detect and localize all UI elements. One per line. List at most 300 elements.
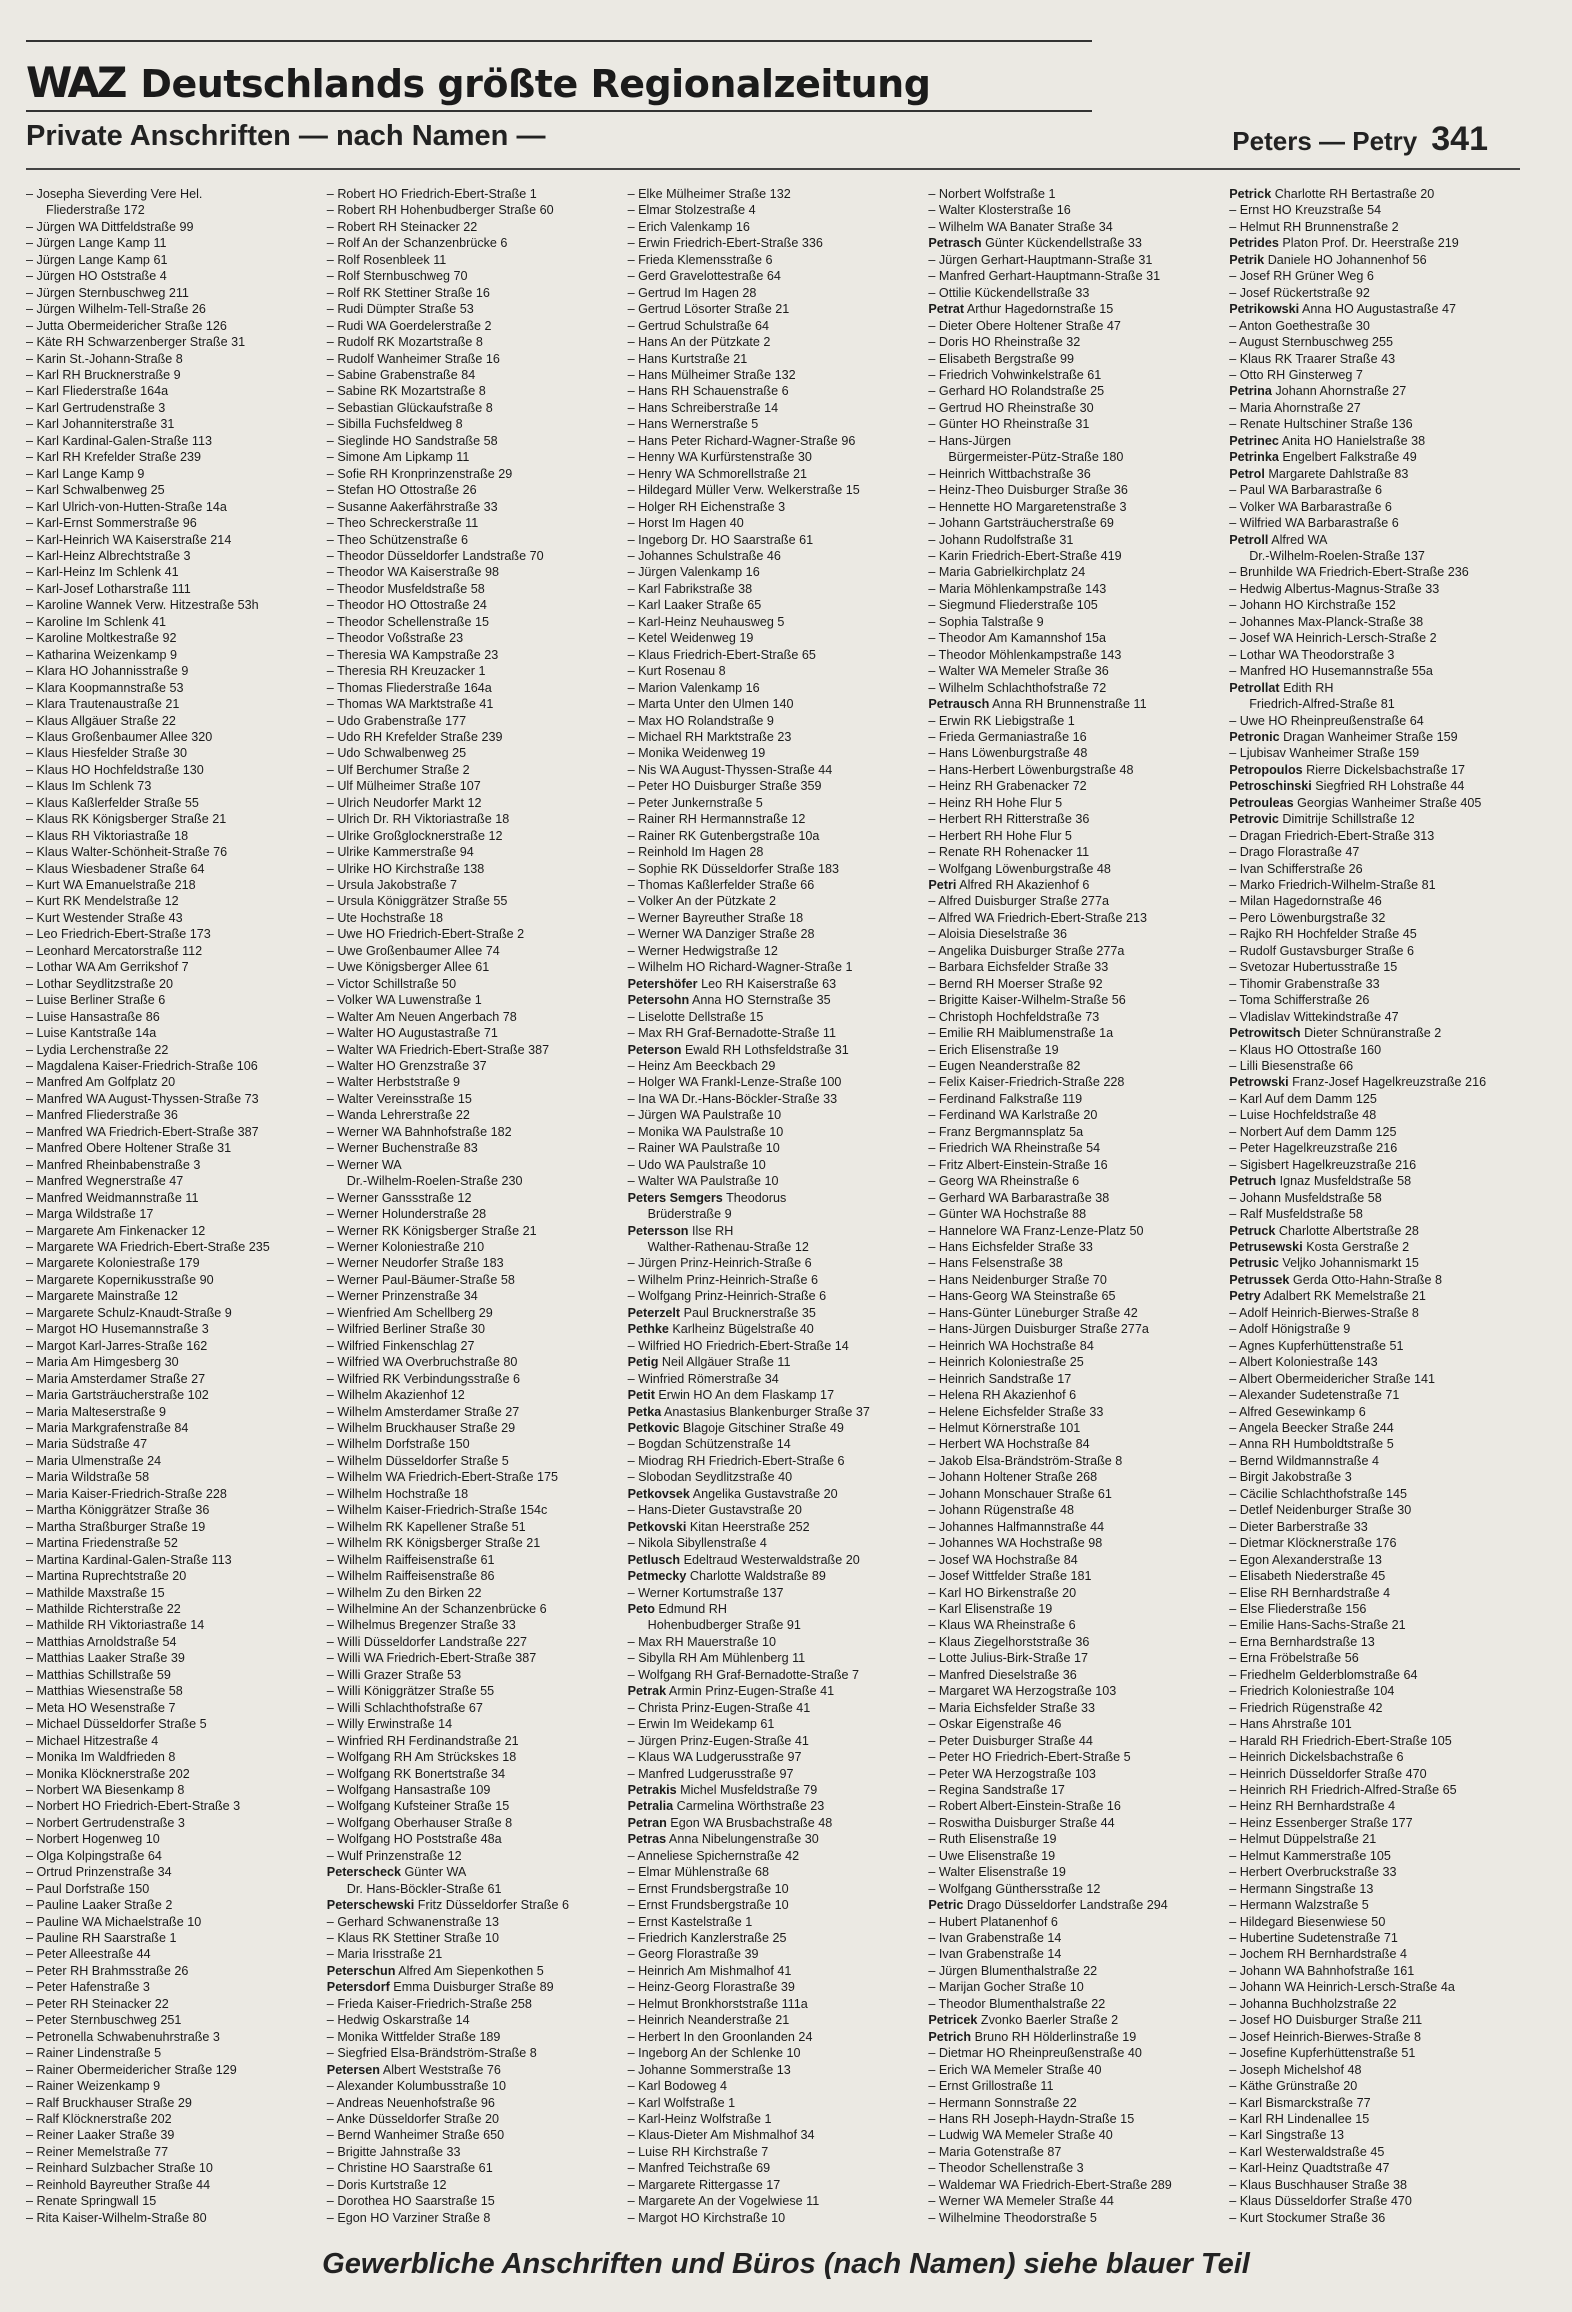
directory-entry: – Aloisia Dieselstraße 36 (928, 926, 1219, 942)
directory-entry: – Rolf Sternbuschweg 70 (327, 268, 618, 284)
directory-entry: – Jürgen Blumenthalstraße 22 (928, 1963, 1219, 1979)
directory-entry: – Dragan Friedrich-Ebert-Straße 313 (1229, 828, 1520, 844)
directory-entry: – Liselotte Dellstraße 15 (628, 1009, 919, 1025)
surname-entry: Peterzelt Paul Brucknerstraße 35 (627, 1305, 816, 1320)
directory-entry: – Eugen Neanderstraße 82 (928, 1058, 1219, 1074)
directory-entry: – Wilhelm Hochstraße 18 (327, 1486, 618, 1502)
directory-entry: – Jochem RH Bernhardstraße 4 (1229, 1946, 1520, 1962)
waz-logo: WAZ (26, 58, 125, 107)
directory-entry: – Theresia RH Kreuzacker 1 (327, 663, 618, 679)
directory-entry: – Karl RH Brucknerstraße 9 (26, 367, 317, 383)
directory-entry: – Hans Löwenburgstraße 48 (928, 745, 1219, 761)
directory-entry: – Gertrud Lösorter Straße 21 (628, 301, 919, 317)
directory-entry: – Frieda Germaniastraße 16 (928, 729, 1219, 745)
directory-entry: – Mathilde RH Viktoriastraße 14 (26, 1617, 317, 1633)
directory-entry: – Theodor Möhlenkampstraße 143 (928, 647, 1219, 663)
surname-entry: Petersdorf Emma Duisburger Straße 89 (326, 1980, 554, 1995)
directory-entry: – Paul WA Barbarastraße 6 (1229, 482, 1520, 498)
directory-entry: – Theodor Schellenstraße 3 (928, 2160, 1219, 2176)
directory-entry: – Frieda Klemensstraße 6 (628, 252, 919, 268)
directory-entry: – Wolfgang HO Poststraße 48a (327, 1831, 618, 1847)
directory-entry: – Volker WA Barbarastraße 6 (1229, 499, 1520, 515)
directory-entry: – Manfred Weidmannstraße 11 (26, 1190, 317, 1206)
directory-entry: – Ketel Weidenweg 19 (628, 630, 919, 646)
directory-entry: – Robert HO Friedrich-Ebert-Straße 1 (327, 186, 618, 202)
directory-entry: – Hans Schreiberstraße 14 (628, 400, 919, 416)
directory-entry: – Georg WA Rheinstraße 6 (928, 1173, 1219, 1189)
directory-entry: – Uwe HO Rheinpreußenstraße 64 (1229, 713, 1520, 729)
directory-column-2 (326, 186, 618, 2225)
directory-entry: – Wilhelmine Theodorstraße 5 (928, 2210, 1219, 2226)
directory-entry: – Werner Koloniestraße 210 (327, 1239, 618, 1255)
directory-entry: – Ulrich Dr. RH Viktoriastraße 18 (327, 811, 618, 827)
directory-entry: – Bernd Wildmannstraße 4 (1229, 1453, 1520, 1469)
directory-entry: – Wilhelm WA Friedrich-Ebert-Straße 175 (327, 1469, 618, 1485)
surname-entry: Petronic Dragan Wanheimer Straße 159 (1229, 729, 1458, 744)
directory-entry: – Norbert Gertrudenstraße 3 (26, 1815, 317, 1831)
directory-entry: – Wolfgang RH Graf-Bernadotte-Straße 7 (628, 1667, 919, 1683)
surname-entry: Petrina Johann Ahornstraße 27 (1229, 384, 1407, 399)
directory-entry: – Karl Fliederstraße 164a (26, 383, 317, 399)
directory-entry: – Hans-Jürgen (928, 433, 1219, 449)
directory-entry: – Hermann Walzstraße 5 (1229, 1897, 1520, 1913)
directory-entry: – Matthias Schillstraße 59 (26, 1667, 317, 1683)
surname-entry: Petras Anna Nibelungenstraße 30 (627, 1832, 819, 1847)
directory-entry: – Herbert RH Hohe Flur 5 (928, 828, 1219, 844)
surname-entry: Petlusch Edeltraud Westerwaldstraße 20 (627, 1552, 860, 1567)
directory-entry: – Reiner Memelstraße 77 (26, 2144, 317, 2160)
directory-entry: – Karoline Moltkestraße 92 (26, 630, 317, 646)
directory-entry: – Peter Sternbuschweg 251 (26, 2012, 317, 2028)
directory-entry: – Ulf Berchumer Straße 2 (327, 762, 618, 778)
directory-entry: – Erwin Im Weidekamp 61 (628, 1716, 919, 1732)
directory-entry: – Helmut RH Brunnenstraße 2 (1229, 219, 1520, 235)
surname-entry: Petersen Albert Weststraße 76 (326, 2062, 501, 2077)
directory-entry: – Detlef Neidenburger Straße 30 (1229, 1502, 1520, 1518)
directory-entry: – Ivan Grabenstraße 14 (928, 1930, 1219, 1946)
directory-entry: – Rudolf Wanheimer Straße 16 (327, 351, 618, 367)
directory-entry: – Karl Schwalbenweg 25 (26, 482, 317, 498)
directory-entry: – Klaus RH Viktoriastraße 18 (26, 828, 317, 844)
directory-entry: – Rita Kaiser-Wilhelm-Straße 80 (26, 2210, 317, 2226)
surname-entry: Peters Semgers Theodorus (627, 1190, 787, 1205)
directory-entry: – Wilfried HO Friedrich-Ebert-Straße 14 (628, 1338, 919, 1354)
directory-entry: – Karl-Josef Lotharstraße 111 (26, 581, 317, 597)
directory-entry: – Heinrich Dickelsbachstraße 6 (1229, 1749, 1520, 1765)
directory-entry: – Marta Unter den Ulmen 140 (628, 696, 919, 712)
directory-entry: – Anna RH Humboldtstraße 5 (1229, 1436, 1520, 1452)
directory-entry: – Margarete Schulz-Knaudt-Straße 9 (26, 1305, 317, 1321)
directory-entry: – Elmar Mühlenstraße 68 (628, 1864, 919, 1880)
directory-entry: – Jürgen Sternbuschweg 211 (26, 285, 317, 301)
directory-entry: – Volker An der Pützkate 2 (628, 893, 919, 909)
directory-entry: – Margarete Kopernikusstraße 90 (26, 1272, 317, 1288)
entry-continuation: Friedrich-Alfred-Straße 81 (1249, 697, 1395, 712)
directory-entry: – Sigisbert Hagelkreuzstraße 216 (1229, 1157, 1520, 1173)
directory-entry: – Johann Rudolfstraße 31 (928, 532, 1219, 548)
directory-entry: – Manfred Obere Holtener Straße 31 (26, 1140, 317, 1156)
directory-entry: – Ingeborg Dr. HO Saarstraße 61 (628, 532, 919, 548)
directory-entry: – Uwe Großenbaumer Allee 74 (327, 943, 618, 959)
directory-entry: – Heinrich Koloniestraße 25 (928, 1354, 1219, 1370)
directory-entry: – Lothar WA Am Gerrikshof 7 (26, 959, 317, 975)
directory-entry: – Johanne Sommerstraße 13 (628, 2062, 919, 2078)
directory-entry: – Walter WA Paulstraße 10 (628, 1173, 919, 1189)
directory-entry: – Rainer Weizenkamp 9 (26, 2078, 317, 2094)
directory-entry: – Jürgen Gerhart-Hauptmann-Straße 31 (928, 252, 1219, 268)
surname-entry: Petkovic Blagoje Gitschiner Straße 49 (627, 1420, 844, 1435)
directory-entry: – Wolfgang RK Bonertstraße 34 (327, 1766, 618, 1782)
directory-entry: – Wilhelm RK Königsberger Straße 21 (327, 1535, 618, 1551)
directory-entry: – Manfred Dieselstraße 36 (928, 1667, 1219, 1683)
directory-entry: – Werner Holunderstraße 28 (327, 1206, 618, 1222)
directory-entry: – Elise RH Bernhardstraße 4 (1229, 1585, 1520, 1601)
directory-entry: – Heinrich Sandstraße 17 (928, 1371, 1219, 1387)
directory-entry: – Günter WA Hochstraße 88 (928, 1206, 1219, 1222)
directory-entry: – Johann Gartsträucherstraße 69 (928, 515, 1219, 531)
directory-entry: – Olga Kolpingstraße 64 (26, 1848, 317, 1864)
directory-entry: – Hubert Platanenhof 6 (928, 1914, 1219, 1930)
directory-entry: – Ivan Schifferstraße 26 (1229, 861, 1520, 877)
directory-entry: – Peter Duisburger Straße 44 (928, 1733, 1219, 1749)
directory-entry: – Jürgen WA Paulstraße 10 (628, 1107, 919, 1123)
directory-entry: – Werner Paul-Bäumer-Straße 58 (327, 1272, 618, 1288)
directory-entry: – Manfred Am Golfplatz 20 (26, 1074, 317, 1090)
directory-column-5 (1229, 186, 1520, 2225)
directory-entry: – Wilhelm Raiffeisenstraße 61 (327, 1552, 618, 1568)
directory-entry: – Alfred Duisburger Straße 277a (928, 893, 1219, 909)
directory-entry: – Manfred WA Friedrich-Ebert-Straße 387 (26, 1124, 317, 1140)
directory-entry: – Sibylla RH Am Mühlenberg 11 (628, 1650, 919, 1666)
surname-entry: Petrat Arthur Hagedornstraße 15 (928, 302, 1114, 317)
directory-entry: – Jürgen Valenkamp 16 (628, 564, 919, 580)
directory-entry: – Robert RH Steinacker 22 (327, 219, 618, 235)
directory-entry: – Dieter Obere Holtener Straße 47 (928, 318, 1219, 334)
directory-entry: – Renate Hultschiner Straße 136 (1229, 416, 1520, 432)
directory-entry: – Margarete Koloniestraße 179 (26, 1255, 317, 1271)
directory-entry: – Luise Hansastraße 86 (26, 1009, 317, 1025)
directory-entry: – Henry WA Schmorellstraße 21 (628, 466, 919, 482)
directory-entry: – Josef Rückertstraße 92 (1229, 285, 1520, 301)
directory-entry: – Wilfried RK Verbindungsstraße 6 (327, 1371, 618, 1387)
directory-entry: – Klaus Wiesbadener Straße 64 (26, 861, 317, 877)
directory-entry: – Heinz Essenberger Straße 177 (1229, 1815, 1520, 1831)
top-rule (26, 40, 1092, 42)
directory-entry: – Peter Alleestraße 44 (26, 1946, 317, 1962)
directory-entry: – Werner WA Danziger Straße 28 (628, 926, 919, 942)
directory-entry: – Josefine Kupferhüttenstraße 51 (1229, 2045, 1520, 2061)
directory-entry: – Albert Obermeidericher Straße 141 (1229, 1371, 1520, 1387)
surname-entry: Petrides Platon Prof. Dr. Heerstraße 219 (1229, 236, 1459, 251)
directory-entry: – Wolfgang Kufsteiner Straße 15 (327, 1798, 618, 1814)
directory-entry: – Lilli Biesenstraße 66 (1229, 1058, 1520, 1074)
directory-entry: – Josef WA Hochstraße 84 (928, 1552, 1219, 1568)
directory-column-3 (627, 186, 919, 2225)
surname-entry: Petrak Armin Prinz-Eugen-Straße 41 (627, 1684, 835, 1699)
directory-entry: – Karl Kardinal-Galen-Straße 113 (26, 433, 317, 449)
directory-entry: – Heinz-Georg Florastraße 39 (628, 1979, 919, 1995)
directory-entry: – Ernst Frundsbergstraße 10 (628, 1881, 919, 1897)
directory-entry: – Maria Ahornstraße 27 (1229, 400, 1520, 416)
directory-entry: – Heinz RH Bernhardstraße 4 (1229, 1798, 1520, 1814)
directory-entry: – Birgit Jakobstraße 3 (1229, 1469, 1520, 1485)
directory-entry: – Hans Felsenstraße 38 (928, 1255, 1219, 1271)
surname-entry: Petkovsek Angelika Gustavstraße 20 (627, 1486, 838, 1501)
directory-entry: – Erwin Friedrich-Ebert-Straße 336 (628, 235, 919, 251)
surname-entry: Peterscheck Günter WA (326, 1865, 467, 1880)
directory-entry: – Theodor HO Ottostraße 24 (327, 597, 618, 613)
surname-entry: Peterschewski Fritz Düsseldorfer Straße 6 (326, 1898, 569, 1913)
directory-entry: – Klaus Walter-Schönheit-Straße 76 (26, 844, 317, 860)
directory-entry: – Karl Gertrudenstraße 3 (26, 400, 317, 416)
directory-entry: – Kurt Westender Straße 43 (26, 910, 317, 926)
directory-entry: – Wolfgang Oberhauser Straße 8 (327, 1815, 618, 1831)
directory-entry: – Jürgen HO Oststraße 4 (26, 268, 317, 284)
directory-entry: – Kurt WA Emanuelstraße 218 (26, 877, 317, 893)
directory-entry: – Karl Elisenstraße 19 (928, 1601, 1219, 1617)
directory-entry: – Luise Hochfeldstraße 48 (1229, 1107, 1520, 1123)
directory-entry: – Karoline Wannek Verw. Hitzestraße 53h (26, 597, 317, 613)
surname-entry: Pethke Karlheinz Bügelstraße 40 (627, 1322, 814, 1337)
directory-entry: – Erich Valenkamp 16 (628, 219, 919, 235)
directory-entry: – Wilhelm Dorfstraße 150 (327, 1436, 618, 1452)
directory-entry: – Karl RH Lindenallee 15 (1229, 2111, 1520, 2127)
directory-entry: – Rainer Obermeidericher Straße 129 (26, 2062, 317, 2078)
surname-entry: Petrusic Veljko Johannismarkt 15 (1229, 1256, 1419, 1271)
directory-entry: – Karl Westerwaldstraße 45 (1229, 2144, 1520, 2160)
directory-entry: – Theodor Am Kamannshof 15a (928, 630, 1219, 646)
directory-entry: – Sabine Grabenstraße 84 (327, 367, 618, 383)
directory-entry: – Andreas Neuenhofstraße 96 (327, 2095, 618, 2111)
directory-entry: – Oskar Eigenstraße 46 (928, 1716, 1219, 1732)
directory-entry: – Klaus Ziegelhorststraße 36 (928, 1634, 1219, 1650)
directory-entry: – Karl-Heinz Wolfstraße 1 (628, 2111, 919, 2127)
directory-column-4 (928, 186, 1219, 2225)
directory-entry: – Sibilla Fuchsfeldweg 8 (327, 416, 618, 432)
directory-entry: – Günter HO Rheinstraße 31 (928, 416, 1219, 432)
directory-entry: – Thomas Kaßlerfelder Straße 66 (628, 877, 919, 893)
directory-entry: – Wolfgang Günthersstraße 12 (928, 1881, 1219, 1897)
directory-entry: – Slobodan Seydlitzstraße 40 (628, 1469, 919, 1485)
directory-entry: – Ljubisav Wanheimer Straße 159 (1229, 745, 1520, 761)
directory-entry: – Egon HO Varziner Straße 8 (327, 2210, 618, 2226)
directory-entry: – Johann WA Bahnhofstraße 161 (1229, 1963, 1520, 1979)
directory-entry: – Werner Hedwigstraße 12 (628, 943, 919, 959)
directory-entry: – Ralf Klöcknerstraße 202 (26, 2111, 317, 2127)
directory-entry: – Manfred HO Husemannstraße 55a (1229, 663, 1520, 679)
directory-entry: – Klara Trautenaustraße 21 (26, 696, 317, 712)
directory-entry: – Uwe HO Friedrich-Ebert-Straße 2 (327, 926, 618, 942)
directory-entry: – Karl-Ernst Sommerstraße 96 (26, 515, 317, 531)
directory-entry: – Cäcilie Schlachthofstraße 145 (1229, 1486, 1520, 1502)
directory-entry: – Christa Prinz-Eugen-Straße 41 (628, 1700, 919, 1716)
directory-entry: – Matthias Arnoldstraße 54 (26, 1634, 317, 1650)
directory-entry: – Maria Gartsträucherstraße 102 (26, 1387, 317, 1403)
directory-entry: – Wilfried WA Barbarastraße 6 (1229, 515, 1520, 531)
header-rule (26, 168, 1520, 170)
directory-entry: – Helmut Düppelstraße 21 (1229, 1831, 1520, 1847)
directory-entry: – Willi Schlachthofstraße 67 (327, 1700, 618, 1716)
directory-entry: – Hildegard Biesenwiese 50 (1229, 1914, 1520, 1930)
directory-entry: – Ingeborg An der Schlenke 10 (628, 2045, 919, 2061)
directory-entry: – Paul Dorfstraße 150 (26, 1881, 317, 1897)
directory-entry: – Elisabeth Bergstraße 99 (928, 351, 1219, 367)
directory-entry: – Brigitte Jahnstraße 33 (327, 2144, 618, 2160)
directory-entry: – Christine HO Saarstraße 61 (327, 2160, 618, 2176)
directory-entry: – Holger RH Eichenstraße 3 (628, 499, 919, 515)
directory-entry: – Karl-Heinz Neuhausweg 5 (628, 614, 919, 630)
directory-entry: – Käte RH Schwarzenberger Straße 31 (26, 334, 317, 350)
directory-entry: – Peter Hagelkreuzstraße 216 (1229, 1140, 1520, 1156)
directory-entry: – Hans-Herbert Löwenburgstraße 48 (928, 762, 1219, 778)
surname-entry: Petric Drago Düsseldorfer Landstraße 294 (928, 1898, 1168, 1913)
directory-entry: – Walter HO Grenzstraße 37 (327, 1058, 618, 1074)
directory-entry: – Doris HO Rheinstraße 32 (928, 334, 1219, 350)
directory-entry: – Max RH Mauerstraße 10 (628, 1634, 919, 1650)
directory-entry: – Adolf Hönigstraße 9 (1229, 1321, 1520, 1337)
directory-entry: – Josepha Sieverding Vere Hel. (26, 186, 317, 202)
directory-entry: – Alexander Kolumbusstraße 10 (327, 2078, 618, 2094)
directory-entry: – Wilhelm Kaiser-Friedrich-Straße 154c (327, 1502, 618, 1518)
directory-entry: – Harald RH Friedrich-Ebert-Straße 105 (1229, 1733, 1520, 1749)
surname-entry: Petroschinski Siegfried RH Lohstraße 44 (1229, 779, 1465, 794)
directory-entry: – Miodrag RH Friedrich-Ebert-Straße 6 (628, 1453, 919, 1469)
surname-entry: Petrich Bruno RH Hölderlinstraße 19 (928, 2029, 1137, 2044)
directory-entry: – Johann Monschauer Straße 61 (928, 1486, 1219, 1502)
surname-entry: Petrausch Anna RH Brunnenstraße 11 (928, 697, 1147, 712)
directory-entry: – Herbert Overbruckstraße 33 (1229, 1864, 1520, 1880)
directory-entry: – Wilhelm Prinz-Heinrich-Straße 6 (628, 1272, 919, 1288)
directory-entry: – Jürgen Lange Kamp 61 (26, 252, 317, 268)
directory-entry: – Hans RH Schauenstraße 6 (628, 383, 919, 399)
directory-entry: – Ulrike Großglocknerstraße 12 (327, 828, 618, 844)
directory-entry: – Monika Klöcknerstraße 202 (26, 1766, 317, 1782)
directory-entry: – Ernst Kastelstraße 1 (628, 1914, 919, 1930)
directory-entry: – Klaus RK Königsberger Straße 21 (26, 811, 317, 827)
directory-entry: – Winfried Römerstraße 34 (628, 1371, 919, 1387)
directory-entry: – Walter HO Augustastraße 71 (327, 1025, 618, 1041)
directory-entry: – Monika Wittfelder Straße 189 (327, 2029, 618, 2045)
directory-entry: – Katharina Weizenkamp 9 (26, 647, 317, 663)
surname-entry: Petrik Daniele HO Johannenhof 56 (1229, 252, 1427, 267)
directory-entry: – Gerhard Schwanenstraße 13 (327, 1914, 618, 1930)
directory-entry: – Peter RH Steinacker 22 (26, 1996, 317, 2012)
directory-entry: – Else Fliederstraße 156 (1229, 1601, 1520, 1617)
directory-entry: – Helene Eichsfelder Straße 33 (928, 1404, 1219, 1420)
directory-entry: – Felix Kaiser-Friedrich-Straße 228 (928, 1074, 1219, 1090)
directory-entry: – Maria Markgrafenstraße 84 (26, 1420, 317, 1436)
surname-entry: Peto Edmund RH (627, 1601, 727, 1616)
directory-entry: – Christoph Hochfeldstraße 73 (928, 1009, 1219, 1025)
directory-entry: – Walter Vereinsstraße 15 (327, 1091, 618, 1107)
directory-entry: – Simone Am Lipkamp 11 (327, 449, 618, 465)
directory-entry: – Martha Straßburger Straße 19 (26, 1519, 317, 1535)
directory-entry: – Rajko RH Hochfelder Straße 45 (1229, 926, 1520, 942)
directory-entry: – Barbara Eichsfelder Straße 33 (928, 959, 1219, 975)
surname-entry: Petrinec Anita HO Hanielstraße 38 (1229, 433, 1426, 448)
directory-entry: – Franz Bergmannsplatz 5a (928, 1124, 1219, 1140)
directory-entry: – Horst Im Hagen 40 (628, 515, 919, 531)
directory-entry: – Theodor Blumenthalstraße 22 (928, 1996, 1219, 2012)
surname-entry: Petralia Carmelina Wörthstraße 23 (627, 1799, 825, 1814)
directory-entry: – Heinrich Wittbachstraße 36 (928, 466, 1219, 482)
directory-entry: – Maria Am Himgesberg 30 (26, 1354, 317, 1370)
directory-entry: – Heinrich Düsseldorfer Straße 470 (1229, 1766, 1520, 1782)
directory-entry: – Norbert HO Friedrich-Ebert-Straße 3 (26, 1798, 317, 1814)
directory-entry: – Margot HO Kirchstraße 10 (628, 2210, 919, 2226)
directory-entry: – Fritz Albert-Einstein-Straße 16 (928, 1157, 1219, 1173)
directory-entry: – Monika Weidenweg 19 (628, 745, 919, 761)
directory-entry: – Johann WA Heinrich-Lersch-Straße 4a (1229, 1979, 1520, 1995)
directory-entry: – Wilfried Berliner Straße 30 (327, 1321, 618, 1337)
directory-entry: – Udo Schwalbenweg 25 (327, 745, 618, 761)
directory-entry: – Margarete An der Vogelwiese 11 (628, 2193, 919, 2209)
directory-entry: – Victor Schillstraße 50 (327, 976, 618, 992)
directory-entry: – Maria Irisstraße 21 (327, 1946, 618, 1962)
directory-entry: – Uwe Königsberger Allee 61 (327, 959, 618, 975)
directory-entry: – Siegmund Fliederstraße 105 (928, 597, 1219, 613)
directory-entry: – Bernd RH Moerser Straße 92 (928, 976, 1219, 992)
directory-entry: – Michael Hitzestraße 4 (26, 1733, 317, 1749)
directory-entry: – Thomas WA Marktstraße 41 (327, 696, 618, 712)
directory-entry: – Ralf Bruckhauser Straße 29 (26, 2095, 317, 2111)
directory-entry: – Johann Rügenstraße 48 (928, 1502, 1219, 1518)
directory-entry: – Pauline Laaker Straße 2 (26, 1897, 317, 1913)
directory-entry: – Nis WA August-Thyssen-Straße 44 (628, 762, 919, 778)
directory-entry: – Karl-Heinrich WA Kaiserstraße 214 (26, 532, 317, 548)
directory-entry: – Willi WA Friedrich-Ebert-Straße 387 (327, 1650, 618, 1666)
surname-entry: Petruch Ignaz Musfeldstraße 58 (1229, 1174, 1412, 1189)
directory-entry: – Rainer RK Gutenbergstraße 10a (628, 828, 919, 844)
directory-entry: – Theo Schreckerstraße 11 (327, 515, 618, 531)
directory-entry: – Klaus-Dieter Am Mishmalhof 34 (628, 2127, 919, 2143)
surname-entry: Petmecky Charlotte Waldstraße 89 (627, 1569, 826, 1584)
directory-entry: – Brigitte Kaiser-Wilhelm-Straße 56 (928, 992, 1219, 1008)
directory-entry: – Alfred Gesewinkamp 6 (1229, 1404, 1520, 1420)
directory-entry: – Werner WA Memeler Straße 44 (928, 2193, 1219, 2209)
banner-rule (26, 110, 1092, 112)
directory-entry: – Wolfgang Löwenburgstraße 48 (928, 861, 1219, 877)
directory-entry: – Hans-Georg WA Steinstraße 65 (928, 1288, 1219, 1304)
directory-entry: – Josef Heinrich-Bierwes-Straße 8 (1229, 2029, 1520, 2045)
directory-entry: – Manfred Rheinbabenstraße 3 (26, 1157, 317, 1173)
directory-entry: – Luise Kantstraße 14a (26, 1025, 317, 1041)
directory-entry: – Klaus Buschhauser Straße 38 (1229, 2177, 1520, 2193)
directory-entry: – Heinz RH Hohe Flur 5 (928, 795, 1219, 811)
directory-entry: – Hermann Singstraße 13 (1229, 1881, 1520, 1897)
directory-entry: – Rainer RH Hermannstraße 12 (628, 811, 919, 827)
directory-entry: – Käthe Grünstraße 20 (1229, 2078, 1520, 2094)
directory-entry: – Klaus HO Ottostraße 160 (1229, 1042, 1520, 1058)
directory-entry: – Theodor Musfeldstraße 58 (327, 581, 618, 597)
directory-entry: – Heinrich Neanderstraße 21 (628, 2012, 919, 2028)
directory-entry: – Doris Kurtstraße 12 (327, 2177, 618, 2193)
surname-entry: Petroll Alfred WA (1229, 532, 1328, 547)
directory-entry: – Monika Im Waldfrieden 8 (26, 1749, 317, 1765)
directory-entry: – Max HO Rolandstraße 9 (628, 713, 919, 729)
directory-entry: – Siegfried Elsa-Brändström-Straße 8 (327, 2045, 618, 2061)
surname-entry: Petrikowski Anna HO Augustastraße 47 (1229, 302, 1457, 317)
directory-entry: – Martha Königgrätzer Straße 36 (26, 1502, 317, 1518)
directory-entry: – Friedrich WA Rheinstraße 54 (928, 1140, 1219, 1156)
entry-continuation: Dr.-Wilhelm-Roelen-Straße 137 (1249, 548, 1425, 563)
directory-entry: – Hedwig Albertus-Magnus-Straße 33 (1229, 581, 1520, 597)
directory-entry: – Rudi Dümpter Straße 53 (327, 301, 618, 317)
directory-entry: – Wilhelm Düsseldorfer Straße 5 (327, 1453, 618, 1469)
footer-note: Gewerbliche Anschriften und Büros (nach Namen) siehe blauer Teil (322, 2248, 1250, 2280)
directory-entry: – Karl Lange Kamp 9 (26, 466, 317, 482)
directory-entry: – Rolf An der Schanzenbrücke 6 (327, 235, 618, 251)
